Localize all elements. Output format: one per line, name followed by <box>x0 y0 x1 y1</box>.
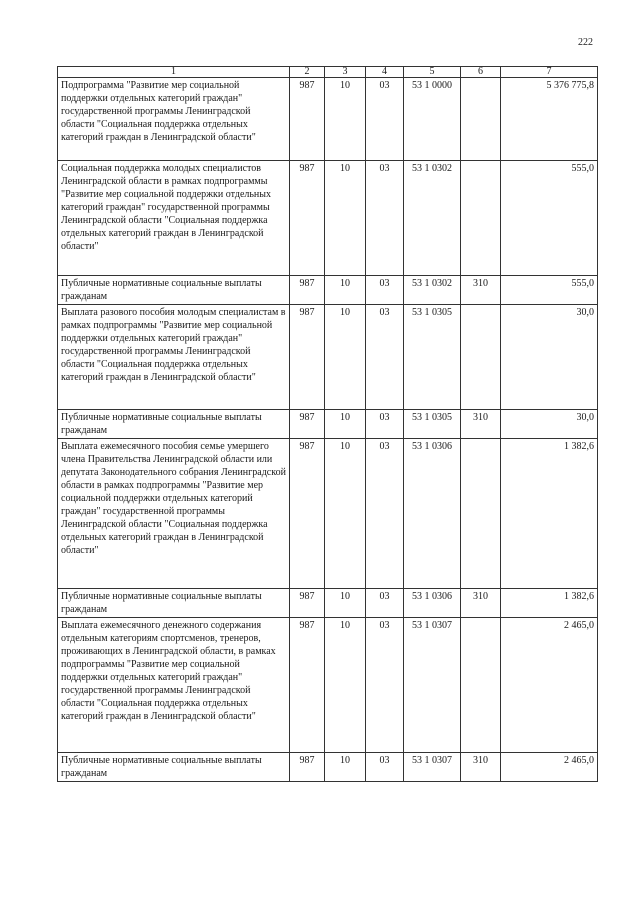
table-row <box>58 276 598 305</box>
section-cell: 10 <box>325 78 366 161</box>
column-header-6: 6 <box>461 67 501 78</box>
amount-cell: 30,0 <box>501 305 598 410</box>
expense-type-cell: 310 <box>461 589 501 618</box>
amount-cell: 30,0 <box>501 410 598 439</box>
row-name-cell: Выплата ежемесячного пособия семье умершего члена Правительства Ленинградской области или депутата Законодательного собрания Ленинградской области в рамках подпрограммы "Развитие мер социальной поддержки отдельных категорий граждан" государственной программы Ленинградской области "Социальная поддержка отдельных категорий граждан в Ленинградской области" <box>58 439 290 589</box>
subsection-cell: 03 <box>366 753 404 782</box>
admin-code-cell: 987 <box>290 78 325 161</box>
target-article-cell: 53 1 0305 <box>404 305 461 410</box>
subsection-cell: 03 <box>366 161 404 276</box>
page-number: 222 <box>578 37 593 48</box>
row-name-cell: Выплата разового пособия молодым специалистам в рамках подпрограммы "Развитие мер социальной поддержки отдельных категорий граждан" государственной программы Ленинградской области "Социальная поддержка отдельных категорий граждан в Ленинградской области" <box>58 305 290 410</box>
row-name-cell: Публичные нормативные социальные выплаты гражданам <box>58 753 290 782</box>
section-cell: 10 <box>325 276 366 305</box>
section-cell: 10 <box>325 410 366 439</box>
subsection-cell: 03 <box>366 305 404 410</box>
section-cell: 10 <box>325 589 366 618</box>
table-row <box>58 589 598 618</box>
table-row <box>58 410 598 439</box>
expense-type-cell <box>461 305 501 410</box>
budget-table <box>57 66 598 782</box>
table-row <box>58 305 598 410</box>
row-name-cell: Публичные нормативные социальные выплаты гражданам <box>58 276 290 305</box>
target-article-cell: 53 1 0000 <box>404 78 461 161</box>
admin-code-cell: 987 <box>290 276 325 305</box>
expense-type-cell <box>461 439 501 589</box>
target-article-cell: 53 1 0307 <box>404 753 461 782</box>
row-name-cell: Выплата ежемесячного денежного содержания отдельным категориям спортсменов, тренеров, проживающих в Ленинградской области, в рамках подпрограммы "Развитие мер социальной поддержки отдельных категорий граждан" государственной программы Ленинградской области "Социальная поддержка отдельных категорий граждан в Ленинградской области" <box>58 618 290 753</box>
column-header-5: 5 <box>404 67 461 78</box>
column-header-3: 3 <box>325 67 366 78</box>
section-cell: 10 <box>325 161 366 276</box>
amount-cell: 555,0 <box>501 276 598 305</box>
target-article-cell: 53 1 0307 <box>404 618 461 753</box>
expense-type-cell <box>461 161 501 276</box>
expense-type-cell <box>461 78 501 161</box>
admin-code-cell: 987 <box>290 753 325 782</box>
table-row <box>58 618 598 753</box>
target-article-cell: 53 1 0306 <box>404 439 461 589</box>
subsection-cell: 03 <box>366 78 404 161</box>
table-row <box>58 753 598 782</box>
admin-code-cell: 987 <box>290 439 325 589</box>
subsection-cell: 03 <box>366 589 404 618</box>
table-row <box>58 439 598 589</box>
row-name-cell: Социальная поддержка молодых специалистов Ленинградской области в рамках подпрограммы "Развитие мер социальной поддержки отдельных категорий граждан" государственной программы Ленинградской области "Социальная поддержка отдельных категорий граждан в Ленинградской области" <box>58 161 290 276</box>
subsection-cell: 03 <box>366 618 404 753</box>
section-cell: 10 <box>325 439 366 589</box>
column-header-4: 4 <box>366 67 404 78</box>
amount-cell: 2 465,0 <box>501 753 598 782</box>
expense-type-cell: 310 <box>461 410 501 439</box>
column-header-1: 1 <box>58 67 290 78</box>
admin-code-cell: 987 <box>290 161 325 276</box>
column-header-7: 7 <box>501 67 598 78</box>
admin-code-cell: 987 <box>290 618 325 753</box>
row-name-cell: Публичные нормативные социальные выплаты гражданам <box>58 410 290 439</box>
admin-code-cell: 987 <box>290 410 325 439</box>
section-cell: 10 <box>325 305 366 410</box>
expense-type-cell: 310 <box>461 753 501 782</box>
section-cell: 10 <box>325 618 366 753</box>
target-article-cell: 53 1 0306 <box>404 589 461 618</box>
target-article-cell: 53 1 0302 <box>404 276 461 305</box>
amount-cell: 1 382,6 <box>501 439 598 589</box>
row-name-cell: Публичные нормативные социальные выплаты гражданам <box>58 589 290 618</box>
amount-cell: 2 465,0 <box>501 618 598 753</box>
amount-cell: 555,0 <box>501 161 598 276</box>
expense-type-cell: 310 <box>461 276 501 305</box>
amount-cell: 5 376 775,8 <box>501 78 598 161</box>
table-row <box>58 78 598 161</box>
admin-code-cell: 987 <box>290 305 325 410</box>
expense-type-cell <box>461 618 501 753</box>
target-article-cell: 53 1 0302 <box>404 161 461 276</box>
section-cell: 10 <box>325 753 366 782</box>
amount-cell: 1 382,6 <box>501 589 598 618</box>
target-article-cell: 53 1 0305 <box>404 410 461 439</box>
header-row <box>58 67 598 78</box>
subsection-cell: 03 <box>366 439 404 589</box>
admin-code-cell: 987 <box>290 589 325 618</box>
subsection-cell: 03 <box>366 410 404 439</box>
row-name-cell: Подпрограмма "Развитие мер социальной поддержки отдельных категорий граждан" государственной программы Ленинградской области "Социальная поддержка отдельных категорий граждан в Ленинградской области" <box>58 78 290 161</box>
table-row <box>58 161 598 276</box>
column-header-2: 2 <box>290 67 325 78</box>
subsection-cell: 03 <box>366 276 404 305</box>
